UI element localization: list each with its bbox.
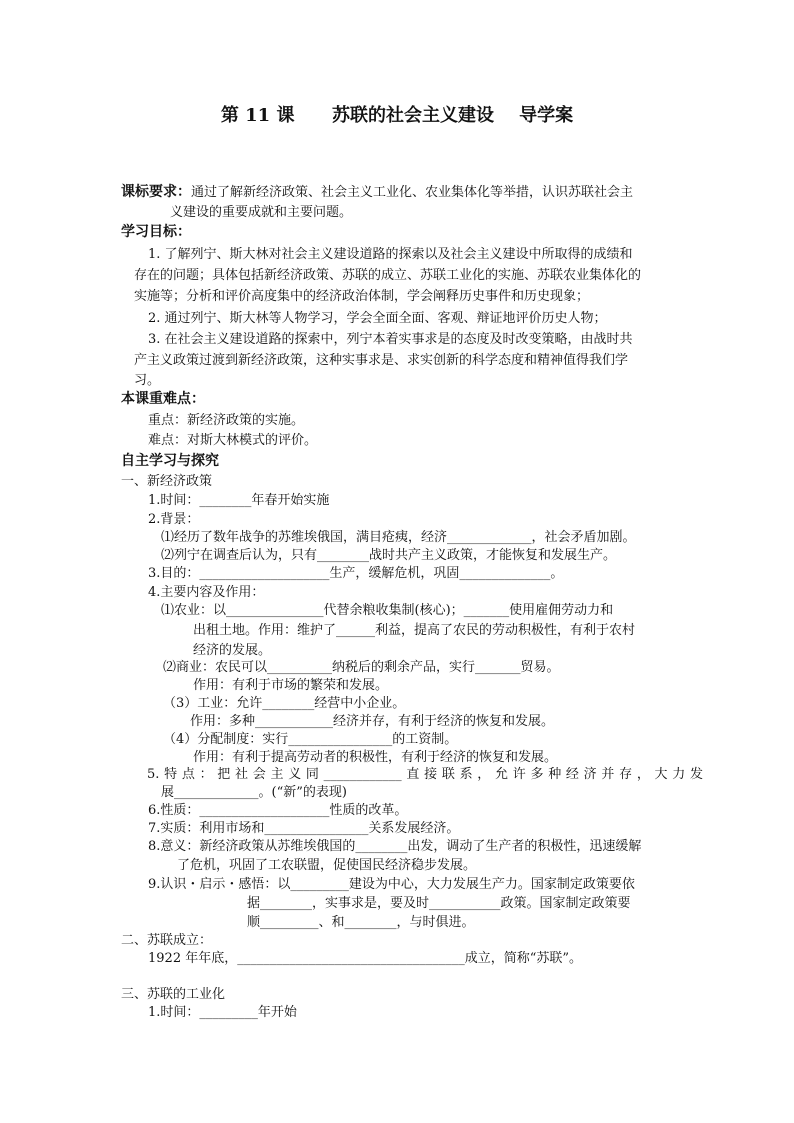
question-4b-line-1: ⑵商业：农民可以__________纳税后的剩余产品，实行_______贸易。 (163, 660, 560, 675)
question-4c-line-2: 作用：多种____________经济并存，有利于经济的恢复和发展。 (190, 714, 555, 729)
difficult-point: 难点：对斯大林模式的评价。 (148, 433, 318, 448)
curriculum-requirement-label: 课标要求： (121, 184, 191, 200)
question-4d-line-1: （4）分配制度：实行________________的工资制。 (163, 732, 458, 747)
question-2-background: 2.背景： (148, 512, 200, 527)
question-4a-line-3: 经济的发展。 (193, 643, 272, 658)
curriculum-requirement-line-2: 义建设的重要成就和主要问题。 (170, 205, 353, 220)
question-4d-line-2: 作用：有利于提高劳动者的积极性，有利于经济的恢复和发展。 (193, 750, 558, 765)
key-point: 重点：新经济政策的实施。 (148, 413, 305, 428)
question-3-purpose: 3.目的：____________________生产，缓解危机，巩固______________。 (148, 566, 564, 581)
section-3-heading: 三、苏联的工业化 (121, 987, 226, 1002)
question-5-line-1: 5.特点：把社会主义同____________直接联系，允许多种经济并存，大力发 (147, 767, 703, 782)
question-5-line-2: 展_____________。(“新”的表现) (161, 785, 347, 800)
key-points-heading: 本课重难点： (121, 391, 205, 407)
curriculum-requirement-text: 通过了解新经济政策、社会主义工业化、农业集体化等举措，认识苏联社会主 (191, 185, 634, 200)
question-4-content: 4.主要内容及作用： (148, 585, 265, 600)
curriculum-requirement-line-1 (121, 184, 633, 201)
question-9-line-3: 顺_________、和________，与时俱进。 (247, 915, 475, 930)
learning-goal-1-line-2: 存在的问题；具体包括新经济政策、苏联的成立、苏联工业化的实施、苏联农业集体化的 (134, 268, 642, 283)
question-2b: ⑵列宁在调查后认为，只有________战时共产主义政策，才能恢复和发展生产。 (161, 548, 617, 563)
learning-goal-2: 2. 通过列宁、斯大林等人物学习，学会全面全面、客观、辩证地评价历史人物； (148, 311, 607, 326)
learning-goals-heading: 学习目标： (121, 224, 191, 240)
question-4b-line-2: 作用：有利于市场的繁荣和发展。 (193, 678, 389, 693)
section-2-question: 1922 年年底，___________________________________成立，简称“苏联”。 (148, 951, 583, 966)
question-9-line-2: 据________，实事求是，要及时___________政策。国家制定政策要 (247, 896, 631, 911)
question-2a: ⑴经历了数年战争的苏维埃俄国，满目疮痍，经济_____________，社会矛盾加剧。 (161, 530, 636, 545)
question-1-time: 1.时间：________年春开始实施 (148, 493, 330, 508)
question-9-line-1: 9.认识・启示・感悟：以_________建设为中心，大力发展生产力。国家制定政策要依 (148, 877, 635, 892)
question-7-essence: 7.实质：利用市场和________________关系发展经济。 (148, 821, 460, 836)
learning-goal-3-line-2: 产主义政策过渡到新经济政策，这种实事求是、求实创新的科学态度和精神值得我们学 (134, 353, 629, 368)
self-study-heading: 自主学习与探究 (121, 453, 219, 469)
learning-goal-3-line-3: 习。 (134, 373, 161, 388)
question-4a-line-2: 出租土地。作用：维护了______利益，提高了农民的劳动积极性，有利于农村 (193, 623, 636, 638)
learning-goal-1-line-3: 实施等；分析和评价高度集中的经济政治体制，学会阐释历史事件和历史现象； (134, 289, 590, 304)
learning-goal-3-line-1: 3. 在社会主义建设道路的探索中，列宁本着实事求是的态度及时改变策略，由战时共 (148, 332, 633, 347)
question-8-line-2: 了危机，巩固了工农联盟，促使国民经济稳步发展。 (177, 858, 477, 873)
page-title: 第 11 课 苏联的社会主义建设 导学案 (220, 105, 574, 126)
section-1-heading: 一、新经济政策 (121, 474, 213, 489)
section-3-question-1: 1.时间：_________年开始 (148, 1005, 297, 1020)
question-4a-line-1: ⑴农业：以_______________代替余粮收集制(核心)；_______使用雇佣劳动力和 (161, 603, 614, 618)
question-6-nature: 6.性质：____________________性质的改革。 (148, 803, 408, 818)
question-8-line-1: 8.意义：新经济政策从苏维埃俄国的________出发，调动了生产者的积极性，迅速缓解 (148, 839, 642, 854)
question-4c-line-1: （3）工业：允许________经营中小企业。 (163, 696, 406, 711)
learning-goal-1-line-1: 1. 了解列宁、斯大林对社会主义建设道路的探索以及社会主义建设中所取得的成绩和 (148, 247, 633, 262)
section-2-heading: 二、苏联成立： (121, 933, 213, 948)
